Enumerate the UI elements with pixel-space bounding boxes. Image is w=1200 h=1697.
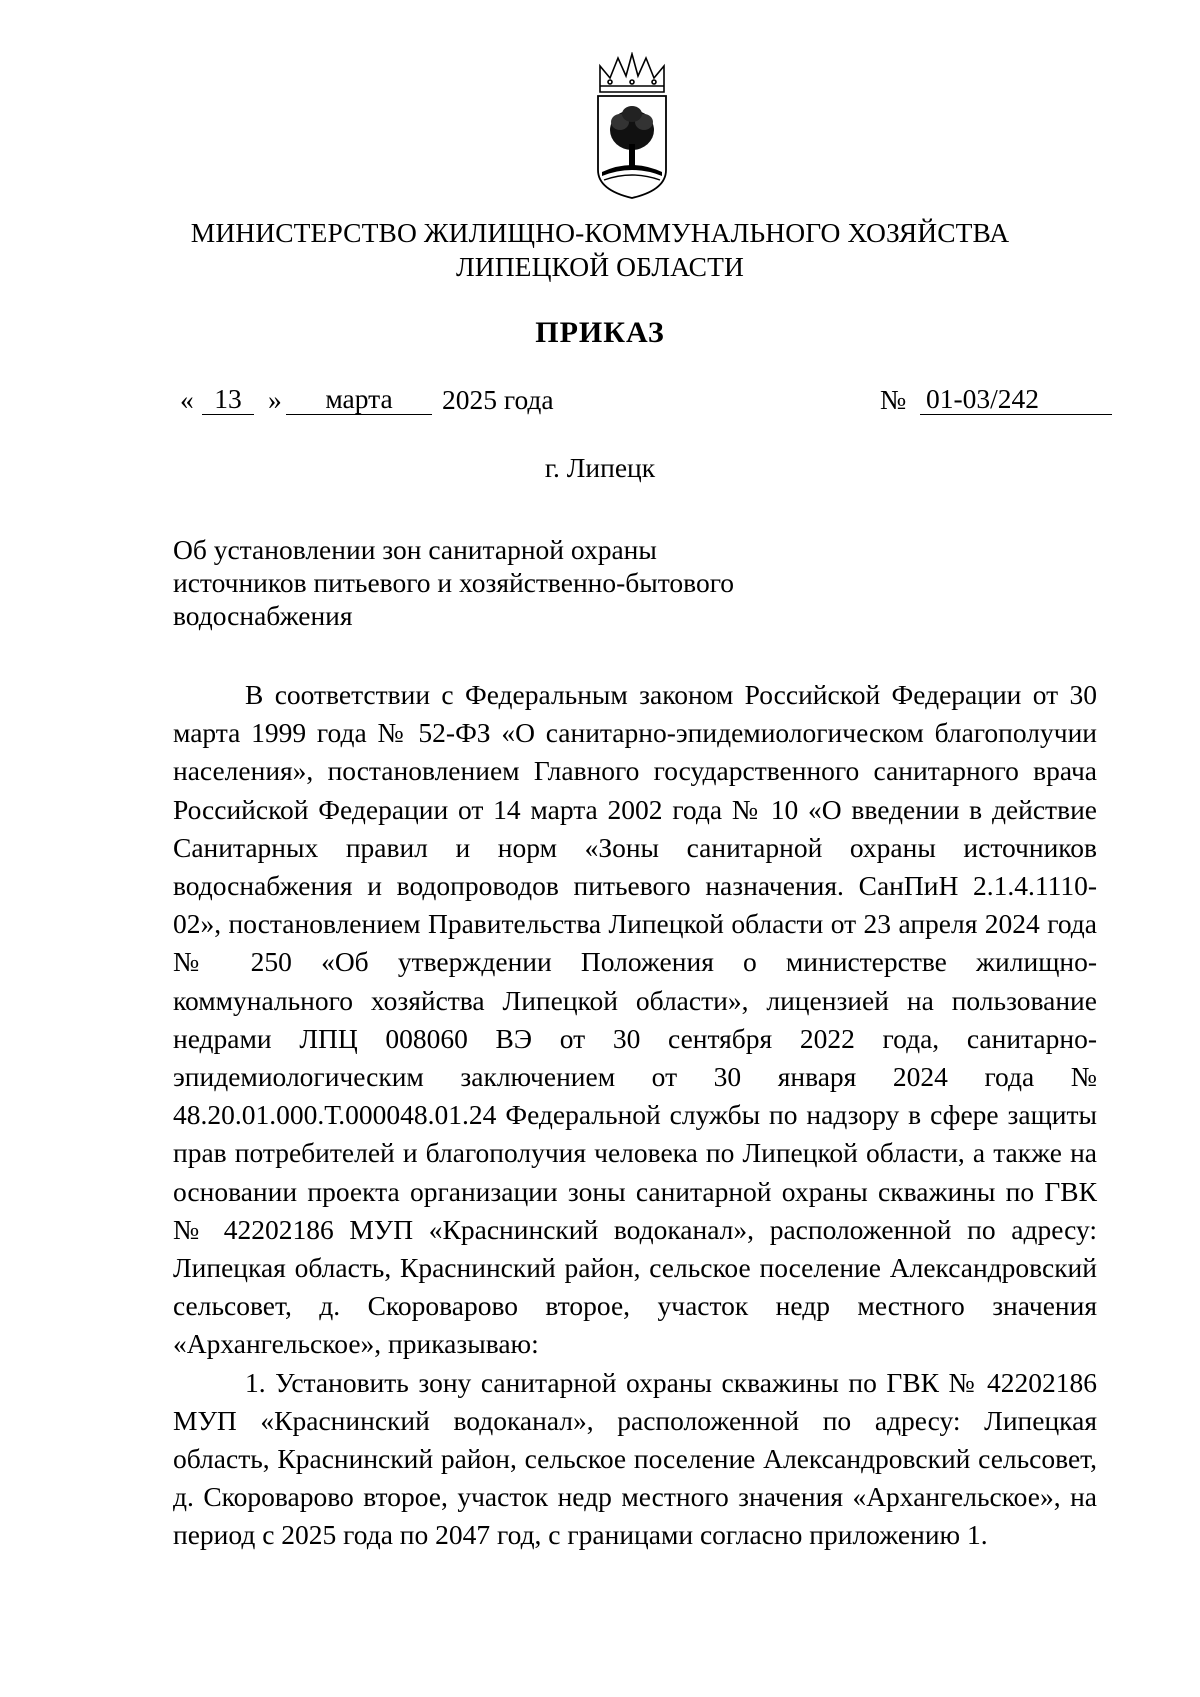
date-quote-close: » bbox=[268, 384, 282, 415]
document-body bbox=[173, 676, 1097, 1555]
body-paragraph-preamble: В соответствии с Федеральным законом Российской Федерации от 30 марта 1999 года № 52-ФЗ «О санитарно-эпидемиологическом благополучии населения», постановлением Главного государственного санитарного врача Российской Федерации от 14 марта 2002 года № 10 «О введении в действие Санитарных правил и норм «Зоны санитарной охраны источников водоснабжения и водопроводов питьевого назначения. СанПиН 2.1.4.1110-02», постановлением Правительства Липецкой области от 23 апреля 2024 года № 250 «Об утверждении Положения о министерстве жилищно-коммунального хозяйства Липецкой области», лицензией на пользование недрами ЛПЦ 008060 ВЭ от 30 сентября 2022 года, санитарно-эпидемиологическим заключением от 30 января 2024 года № 48.20.01.000.Т.000048.01.24 Федеральной службы по надзору в сфере защиты прав потребителей и благополучия человека по Липецкой области, а также на основании проекта организации зоны санитарной охраны скважины по ГВК № 42202186 МУП «Краснинский водоканал», расположенной по адресу: Липецкая область, Краснинский район, сельское поселение Александровский сельсовет, д. Скороварово второе, участок недр местного значения «Архангельское», приказываю: bbox=[173, 679, 1097, 1360]
coat-of-arms-icon bbox=[592, 52, 672, 202]
date-day: 13 bbox=[202, 384, 254, 415]
subject-line3: водоснабжения bbox=[173, 600, 353, 631]
ministry-name-line2: ЛИПЕЦКОЙ ОБЛАСТИ bbox=[456, 251, 744, 282]
document-subject bbox=[173, 533, 793, 632]
date-year: 2025 года bbox=[442, 384, 554, 415]
number-sign: № bbox=[880, 384, 907, 415]
subject-line1: Об установлении зон санитарной охраны bbox=[173, 534, 657, 565]
subject-line2: источников питьевого и хозяйственно-бытового bbox=[173, 567, 735, 598]
document-type-title: ПРИКАЗ bbox=[535, 316, 665, 349]
city-name: г. Липецк bbox=[544, 452, 656, 483]
date-month: марта bbox=[286, 384, 432, 415]
date-quote-open: « bbox=[180, 384, 194, 415]
ministry-name bbox=[0, 216, 1200, 284]
ministry-name-line1: МИНИСТЕРСТВО ЖИЛИЩНО-КОММУНАЛЬНОГО ХОЗЯЙСТВА bbox=[190, 217, 1010, 248]
date-number-row bbox=[180, 384, 1104, 424]
document-number: 01-03/242 bbox=[920, 384, 1112, 415]
body-paragraph-item-1: 1. Установить зону санитарной охраны скважины по ГВК № 42202186 МУП «Краснинский водоканал», расположенной по адресу: Липецкая область, Краснинский район, сельское поселение Александровский сельсовет, д. Скороварово второе, участок недр местного значения «Архангельское», на период с 2025 года по 2047 год, с границами согласно приложению 1. bbox=[173, 1366, 1097, 1551]
